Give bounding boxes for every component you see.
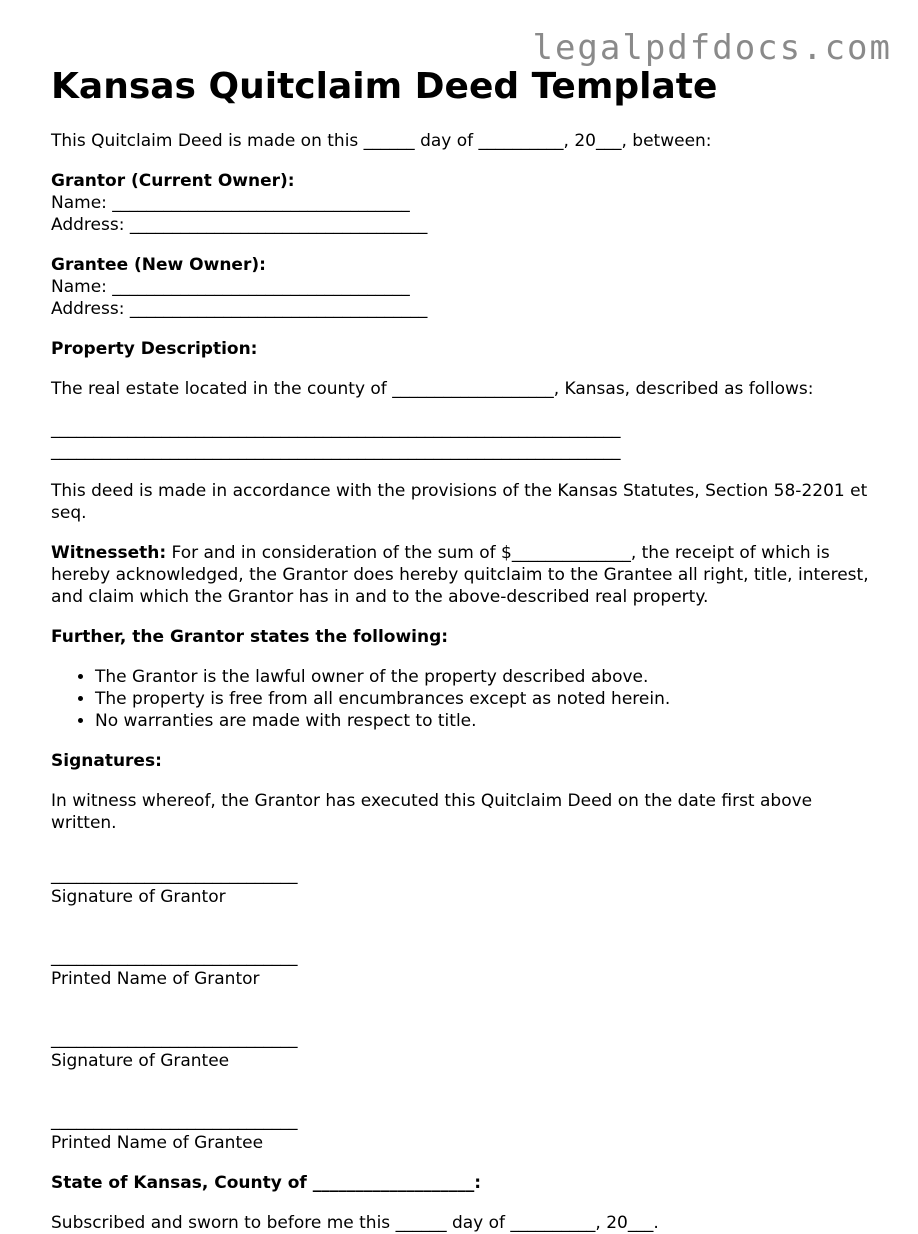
signature-label: Signature of Grantor [51, 887, 226, 907]
watermark: legalpdfdocs.com [532, 28, 892, 68]
list-item: • No warranties are made with respect to title. [95, 710, 871, 732]
signature-label: Signature of Grantee [51, 1051, 230, 1071]
signature-line: _____________________________ [51, 865, 298, 885]
property-heading: Property Description: [51, 339, 258, 359]
list-item: • The property is free from all encumbrances except as noted herein. [95, 688, 871, 710]
grantee-address-line: Address: ___________________________________ [51, 299, 428, 319]
notary-heading: State of Kansas, County of ___________________: [51, 1173, 482, 1193]
signature-line: _____________________________ [51, 1029, 298, 1049]
signature-line: _____________________________ [51, 1111, 298, 1131]
signature-block [51, 946, 871, 990]
property-blank-line: ___________________________________________________________________ [51, 419, 621, 439]
document-title: Kansas Quitclaim Deed Template [51, 66, 718, 107]
signatures-text: In witness whereof, the Grantor has executed this Quitclaim Deed on the date first above written. [51, 791, 813, 833]
signature-line: _____________________________ [51, 947, 298, 967]
signature-label: Printed Name of Grantee [51, 1133, 264, 1153]
grantor-name-line: Name: ___________________________________ [51, 193, 410, 213]
grantee-name-line: Name: ___________________________________ [51, 277, 410, 297]
intro-text: This Quitclaim Deed is made on this ______ day of __________, 20___, between: [51, 131, 712, 151]
further-list [51, 666, 871, 732]
statute-text: This deed is made in accordance with the provisions of the Kansas Statutes, Section 58-2201 et seq. [51, 481, 868, 523]
property-blank-line: ___________________________________________________________________ [51, 441, 621, 461]
witnesseth-text: For and in consideration of the sum of $______________, the receipt of which is hereby acknowledged, the Grantor does hereby quitclaim to the Grantee all right, title, interest, and claim which the Grantor has in and to the above-described real property. [51, 543, 869, 607]
notary-text: Subscribed and sworn to before me this ______ day of __________, 20___. [51, 1213, 659, 1233]
witnesseth-label: Witnesseth: [51, 543, 167, 563]
document-page [51, 66, 871, 1234]
property-text: The real estate located in the county of ___________________, Kansas, described as follows: [51, 379, 814, 399]
grantor-heading: Grantor (Current Owner): [51, 171, 295, 191]
property-blank-lines [51, 418, 871, 462]
signatures-heading: Signatures: [51, 751, 162, 771]
further-heading: Further, the Grantor states the following: [51, 627, 449, 647]
grantee-heading: Grantee (New Owner): [51, 255, 266, 275]
list-item: • The Grantor is the lawful owner of the property described above. [95, 666, 871, 688]
grantor-section [51, 170, 871, 236]
signature-label: Printed Name of Grantor [51, 969, 260, 989]
signature-block [51, 1110, 871, 1154]
witnesseth-paragraph [51, 542, 871, 608]
grantee-section [51, 254, 871, 320]
signature-block [51, 864, 871, 908]
signature-block [51, 1028, 871, 1072]
grantor-address-line: Address: ___________________________________ [51, 215, 428, 235]
